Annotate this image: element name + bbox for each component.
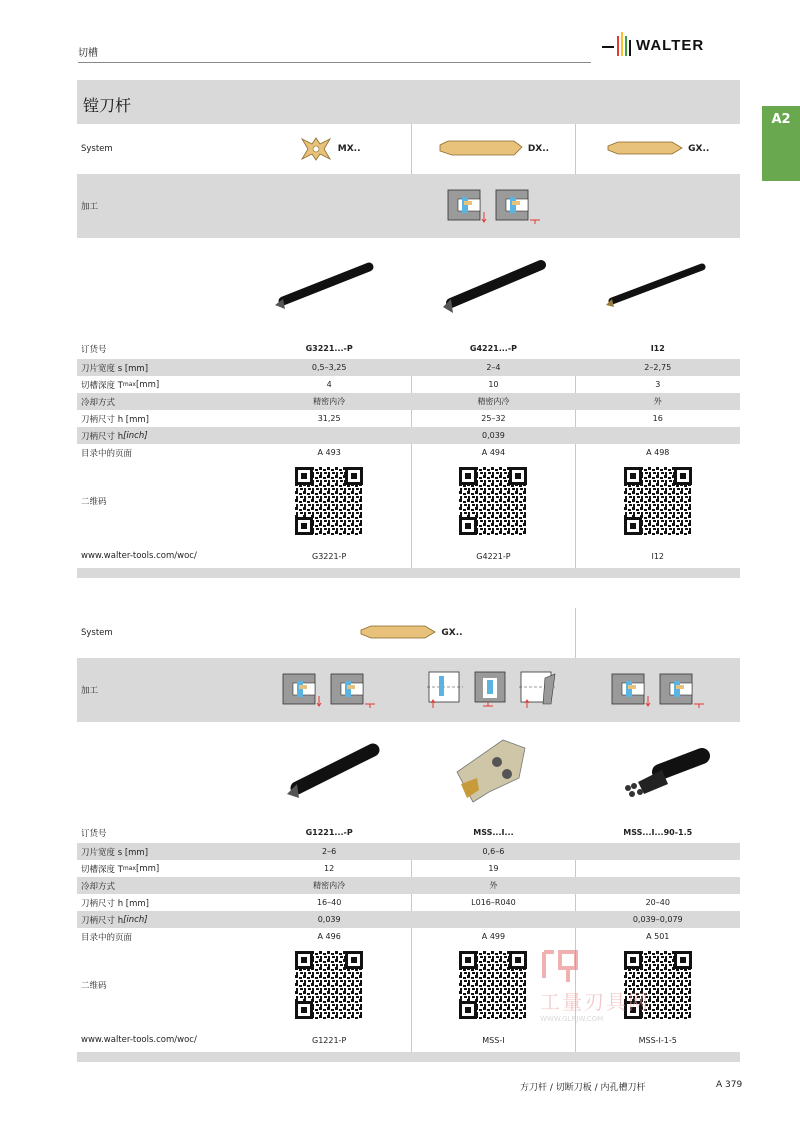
cooling-value: 精密内冷 (313, 881, 346, 890)
watermark-url: WWW.GLRJW.COM (540, 1015, 604, 1023)
tool-images-row (77, 722, 740, 822)
catalog-label: 目录中的页面 (81, 448, 133, 459)
cooling-label: 冷却方式 (81, 397, 116, 408)
watermark (540, 948, 690, 1023)
cooling-row (77, 877, 740, 894)
cooling-row (77, 393, 740, 410)
order-number: MSS...I...90-1.5 (623, 828, 693, 837)
catalog-page[interactable]: A 494 (481, 448, 506, 457)
order-number: G1221...-P (305, 828, 353, 837)
system-row (77, 124, 740, 174)
depth-value (576, 860, 740, 877)
mss-tool-image (433, 732, 553, 812)
cooling-value (576, 877, 740, 894)
order-number: I12 (650, 344, 665, 353)
gx-insert-icon (606, 140, 684, 158)
width-value: 2–6 (322, 847, 337, 856)
logo-text: WALTER (636, 37, 705, 54)
depth-label: 切槽深度 T max [mm] (81, 379, 160, 391)
cooling-value: 精密内冷 (477, 397, 510, 406)
width-label: 刀片宽度 s [mm] (81, 363, 149, 374)
catalog-row (77, 444, 740, 461)
boring-bar-image (433, 253, 553, 323)
depth-row (77, 860, 740, 877)
process-row (77, 658, 740, 722)
system-label: System (81, 628, 113, 638)
url-label[interactable]: www.walter-tools.com/woc/ (81, 1035, 197, 1045)
depth-value: 12 (324, 864, 335, 873)
url-row (77, 548, 740, 564)
face-grooving-process-icon (423, 668, 563, 712)
shank-inch-label: 刀柄尺寸 h [inch] (81, 430, 148, 442)
catalog-label: 目录中的页面 (81, 932, 133, 943)
qr-code[interactable] (459, 951, 527, 1019)
boring-bar-image (269, 253, 389, 323)
woc-code[interactable]: G3221-P (312, 551, 347, 561)
shank-inch-value (411, 911, 575, 928)
system-name: MX.. (337, 144, 361, 154)
url-label[interactable]: www.walter-tools.com/woc/ (81, 551, 197, 561)
order-number: G3221...-P (305, 344, 353, 353)
section-title: 切槽 (78, 48, 98, 59)
depth-value: 4 (326, 380, 332, 389)
process-row (77, 174, 740, 238)
shank-value: L016–R040 (471, 898, 516, 907)
system-label: System (81, 144, 113, 154)
shank-inch-label: 刀柄尺寸 h [inch] (81, 914, 148, 926)
order-label: 订货号 (81, 344, 107, 355)
shank-inch-value (247, 427, 411, 444)
shank-value: 25–32 (481, 414, 506, 423)
depth-value: 19 (488, 864, 499, 873)
shank-inch-value: 0,039–0,079 (632, 915, 683, 924)
shank-inch-row (77, 911, 740, 928)
page-title: 镗刀杆 (83, 96, 132, 115)
woc-code[interactable]: MSS-I (482, 1035, 505, 1045)
header-rule (78, 62, 591, 63)
system-name: GX.. (688, 144, 710, 154)
shank-row (77, 894, 740, 911)
shank-inch-value: 0,039 (481, 431, 505, 440)
logo-bars-icon (600, 30, 636, 58)
qr-code[interactable] (459, 467, 527, 535)
catalog-page[interactable]: A 501 (646, 932, 670, 941)
process-label: 加工 (81, 202, 99, 212)
depth-value: 3 (655, 380, 661, 389)
depth-label: 切槽深度 T max [mm] (81, 863, 160, 875)
cooling-label: 冷却方式 (81, 881, 116, 892)
tool-images-row (77, 238, 740, 338)
depth-row (77, 376, 740, 393)
table-end-band (77, 1052, 740, 1062)
boring-bar-image (598, 253, 718, 323)
shank-label: 刀柄尺寸 h [mm] (81, 414, 149, 425)
chapter-tab[interactable]: A2 (762, 106, 800, 181)
mx-insert-icon (298, 135, 334, 163)
qr-code[interactable] (295, 951, 363, 1019)
walter-logo (600, 30, 740, 58)
order-label: 订货号 (81, 828, 107, 839)
catalog-page[interactable]: A 499 (481, 932, 506, 941)
system-row (77, 608, 740, 658)
qr-code[interactable] (624, 467, 692, 535)
gx-insert-icon (359, 624, 437, 642)
cooling-value: 精密内冷 (313, 397, 346, 406)
shank-row (77, 410, 740, 427)
boring-process-icon (279, 670, 379, 710)
process-label: 加工 (81, 686, 99, 696)
woc-code[interactable]: MSS-I-1-5 (638, 1035, 677, 1045)
table-end-band (77, 568, 740, 578)
width-value: 0,5–3,25 (311, 363, 347, 372)
woc-code[interactable]: G4221-P (476, 551, 511, 561)
order-row (77, 338, 740, 359)
shank-value: 16 (652, 414, 663, 423)
order-number: MSS...I... (473, 828, 514, 837)
page-title-band (77, 80, 740, 124)
watermark-text: 工量刃具网 (540, 990, 650, 1014)
order-row (77, 822, 740, 843)
boring-process-icon (608, 670, 708, 710)
shank-value: 16–40 (316, 898, 342, 907)
shank-value: 31,25 (317, 414, 341, 423)
boring-process-icon (444, 186, 544, 226)
boring-bar-image (269, 732, 389, 812)
qr-label: 二维码 (81, 981, 107, 991)
footer-text: 方刀杆 / 切断刀板 / 内孔槽刀杆 (520, 1083, 646, 1093)
shank-inch-value: 0,039 (317, 915, 341, 924)
qr-row (77, 464, 740, 538)
shank-value: 20–40 (645, 898, 670, 907)
order-number: G4221...-P (469, 344, 518, 353)
width-value: 0,6–6 (482, 847, 505, 856)
system-name: DX.. (527, 144, 550, 154)
shank-label: 刀柄尺寸 h [mm] (81, 898, 149, 909)
cooling-value: 外 (489, 881, 498, 890)
qr-code[interactable] (295, 467, 363, 535)
system-name: GX.. (441, 628, 463, 638)
width-value: 2–2,75 (644, 363, 672, 372)
cooling-value: 外 (653, 397, 662, 406)
shank-inch-row (77, 427, 740, 444)
shank-inch-value (576, 427, 740, 444)
mss-holder-image (598, 732, 718, 812)
width-value (576, 843, 740, 860)
woc-code[interactable]: G1221-P (312, 1035, 347, 1045)
width-row (77, 843, 740, 860)
dx-insert-icon (438, 139, 524, 159)
url-row (77, 1032, 740, 1048)
catalog-page[interactable]: A 498 (646, 448, 670, 457)
width-row (77, 359, 740, 376)
depth-value: 10 (488, 380, 499, 389)
width-value: 2–4 (486, 363, 501, 372)
catalog-row (77, 928, 740, 945)
width-label: 刀片宽度 s [mm] (81, 847, 149, 858)
woc-code[interactable]: I12 (651, 551, 665, 561)
page-number: A 379 (716, 1080, 743, 1090)
catalog-page[interactable]: A 496 (317, 932, 341, 941)
qr-label: 二维码 (81, 497, 107, 507)
watermark-logo-icon (540, 948, 580, 984)
catalog-page[interactable]: A 493 (317, 448, 341, 457)
